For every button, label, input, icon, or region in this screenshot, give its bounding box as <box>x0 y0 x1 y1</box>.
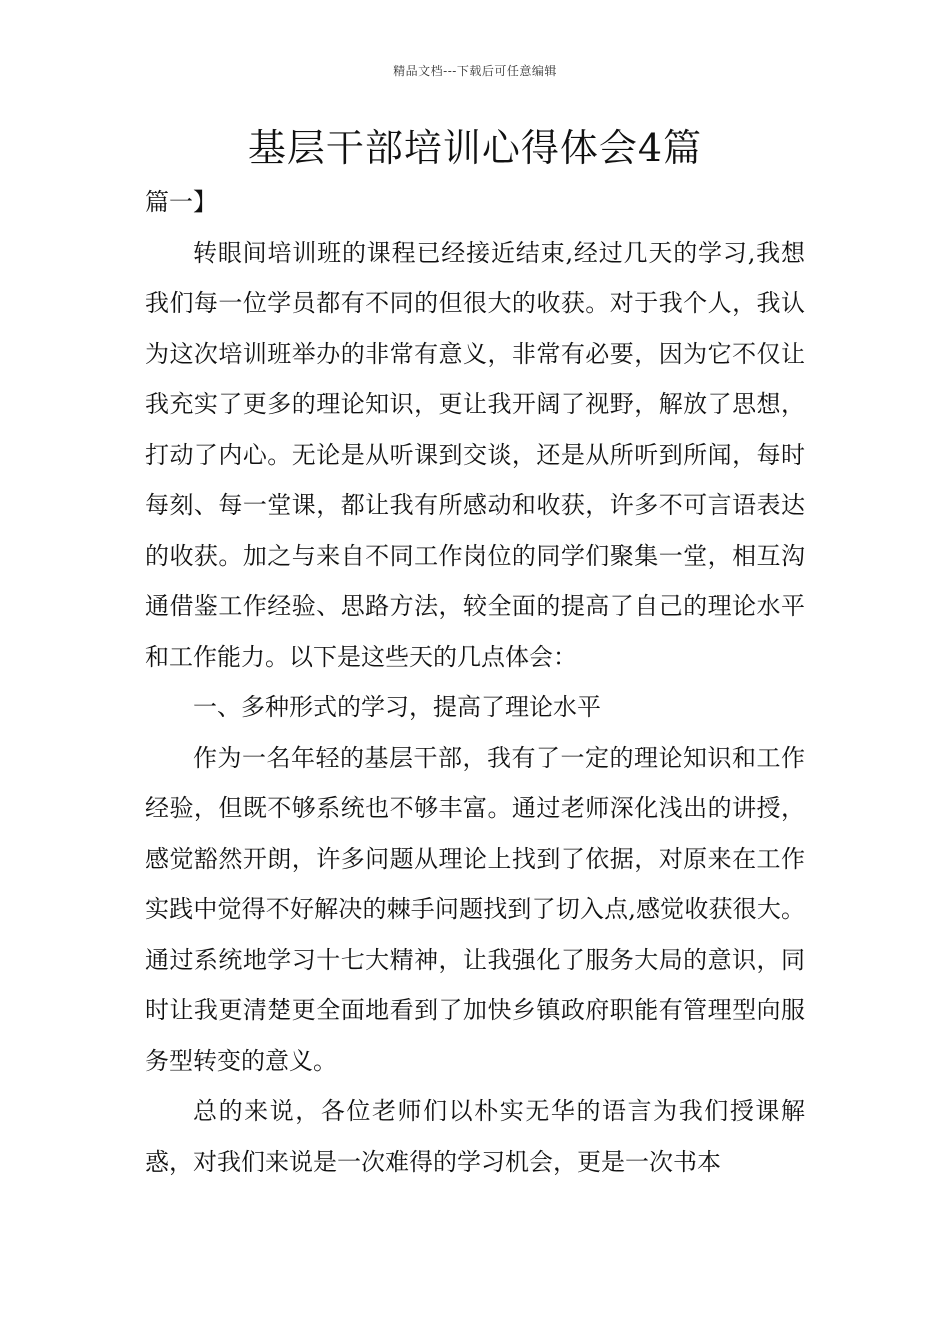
document-body <box>145 177 805 1187</box>
header-note: 精品文档---下载后可任意编辑 <box>393 64 557 78</box>
paragraph-summary: 总的来说，各位老师们以朴实无华的语言为我们授课解惑，对我们来说是一次难得的学习机会，更是一次书本 <box>145 1097 805 1176</box>
section-label: 篇一】 <box>145 188 217 216</box>
paragraph-theory: 作为一名年轻的基层干部，我有了一定的理论知识和工作经验，但既不够系统也不够丰富。通过老师深化浅出的讲授，感觉豁然开朗，许多问题从理论上找到了依据，对原来在工作实践中觉得不好解决的棘手问题找到了切入点,感觉收获很大。通过系统地学习十七大精神，让我强化了服务大局的意识，同时让我更清楚更全面地看到了加快乡镇政府职能有管理型向服务型转变的意义。 <box>145 743 805 1075</box>
paragraph-intro: 转眼间培训班的课程已经接近结束,经过几天的学习,我想我们每一位学员都有不同的但很大的收获。对于我个人，我认为这次培训班举办的非常有意义，非常有必要，因为它不仅让我充实了更多的理论知识，更让我开阔了视野，解放了思想，打动了内心。无论是从听课到交谈，还是从所听到所闻，每时每刻、每一堂课，都让我有所感动和收获，许多不可言语表达的收获。加之与来自不同工作岗位的同学们聚集一堂，相互沟通借鉴工作经验、思路方法，较全面的提高了自己的理论水平和工作能力。以下是这些天的几点体会： <box>145 238 805 671</box>
document-title: 基层干部培训心得体会4篇 <box>247 126 703 170</box>
paragraph-heading-one: 一、多种形式的学习，提高了理论水平 <box>193 693 601 721</box>
